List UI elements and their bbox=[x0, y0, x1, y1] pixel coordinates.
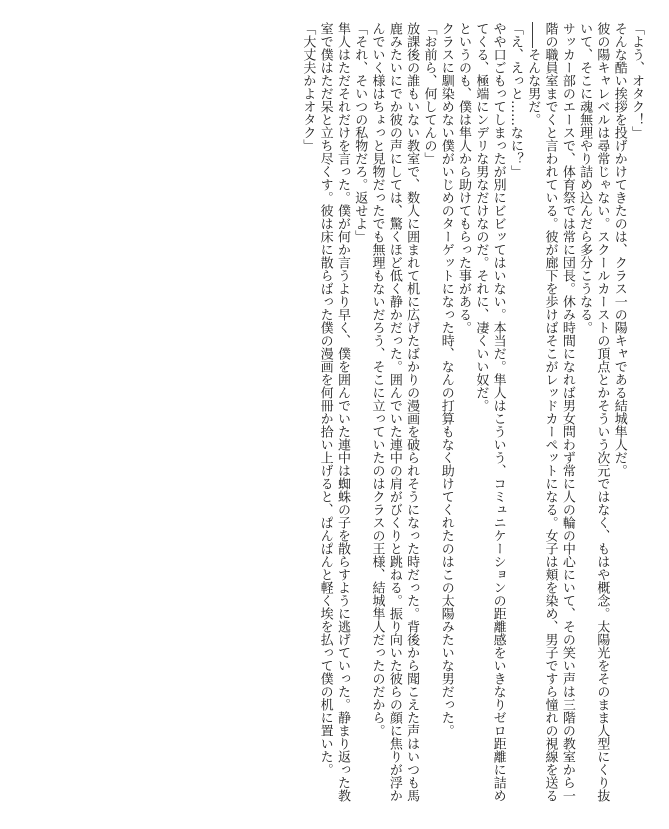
narration-paragraph: 隼人はただそれだけを言った。僕が何か言うより早く、僕を囲んでいた連中は蜘蛛の子を散らすように逃げていった。静まり返った教室で僕はただ呆と立ち尽くす。彼は床に散らばった僕の漫画を何冊か拾い上げると、ぱんぱんと軽く埃を払って僕の机に置いた。 bbox=[317, 22, 350, 802]
dialogue-line: 「大丈夫かよオタク」 bbox=[300, 22, 316, 152]
narration-paragraph: 彼の陽キャレベルは尋常じゃない。スクールカーストの頂点とかそういう次元ではなく、もはや概念。太陽光をそのまま人型にくり抜いて、そこに魂無理やり詰め込んだら多分こうなる。 bbox=[577, 22, 610, 802]
dialogue-line: 「よう、オタク！」 bbox=[629, 22, 644, 139]
dialogue-line: 「え、えっと……なに？」 bbox=[507, 22, 523, 178]
narration-paragraph: やや口ごもってしまったが別にビビッてはいない。本当だ。隼人はこういう、コミュニケーションの距離感をいきなりゼロ距離に詰めてくる、極端にンデリな男なだけなのだ。それに、凄くいい奴だ。 bbox=[473, 22, 506, 802]
narration-paragraph: 放課後の誰もいない教室で、数人に囲まれて机に広げたばかりの漫画を破られそうになった時だった。背後から聞こえた声はいつも馬鹿みたいにでか彼の声にしては、驚くほど低く静かだった。囲んでいた連中の肩がびくりと跳ねる。振り向いた彼らの顔に焦りが浮かんでいく様はちょっと見物だったでも無理もないだろう、そこに立っていたのはクラスの王様、結城隼人だったのだから。 bbox=[369, 22, 420, 802]
narration-paragraph: サッカー部のエースで、体育祭では常に団長。休み時間になれば男女問わず常に人の輪の中心にいて、その笑い声は三階の教室から一階の職員室までくと言われている。彼が廊下を歩けばそこがレッドカーペットになる。女子は頬を染め、男子ですら憧れの視線を送る――そんな男だ。 bbox=[525, 22, 575, 802]
dialogue-line: 「それ、そいつの私物だろ。返せよ」 bbox=[352, 22, 368, 243]
vertical-text-body bbox=[299, 22, 645, 814]
narration-paragraph: そんな酷い挨拶を投げかけてきたのは、クラス一の陽キャである結城隼人だ。 bbox=[611, 22, 627, 477]
dialogue-line: 「お前ら、何してんの」 bbox=[421, 22, 437, 165]
narration-paragraph: というのも、僕は隼人から助けてもらった事がある。 bbox=[456, 22, 472, 334]
narration-paragraph: クラスに馴染めない僕がいじめのターゲットになった時、なんの打算もなく助けてくれたのはこの太陽みたいな男だった。 bbox=[438, 22, 454, 737]
